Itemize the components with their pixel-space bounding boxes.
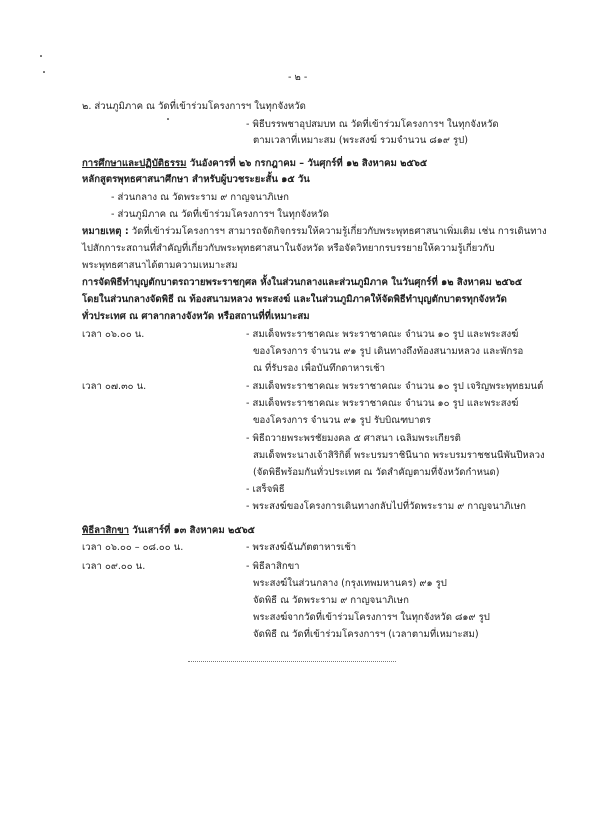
schedule-line: ของโครงการ จำนวน ๙๑ รูป เดินทางถึงท้องสนามหลวง และพักรอ: [253, 346, 524, 357]
study-heading-label: การศึกษาและปฏิบัติธรรม: [82, 158, 187, 169]
study-heading: [82, 157, 427, 170]
schedule-time: เวลา ๐๖.๐๐ น.: [82, 329, 145, 340]
schedule-time: เวลา ๐๖.๐๐ – ๐๘.๐๐ น.: [82, 542, 184, 553]
section-heading: ๒. ส่วนภูมิภาค ณ วัดที่เข้าร่วมโครงการฯ ในทุกจังหวัด: [82, 101, 306, 112]
schedule-line: - สมเด็จพระราชาคณะ พระราชาคณะ จำนวน ๑๐ รูป และพระสงฆ์: [246, 398, 519, 409]
study-item: - ส่วนภูมิภาค ณ วัดที่เข้าร่วมโครงการฯ ในทุกจังหวัด: [111, 209, 329, 220]
schedule-line: จัดพิธี ณ วัดพระราม ๙ กาญจนาภิเษก: [253, 595, 409, 606]
note-line: พระพุทธศาสนาได้ตามความเหมาะสม: [82, 260, 238, 271]
alms-heading: ทั่วประเทศ ณ ศาลากลางจังหวัด หรือสถานที่ที่เหมาะสม: [82, 311, 310, 322]
schedule-time: เวลา ๐๗.๓๐ น.: [82, 381, 147, 392]
alms-heading: โดยในส่วนกลางจัดพิธี ณ ท้องสนามหลวง พระสงฆ์ และในส่วนภูมิภาคให้จัดพิธีทำบุญตักบาตรทุกจังหวัด: [82, 294, 507, 305]
schedule-line: ณ ที่รับรอง เพื่อบันทึกดาหารเช้า: [253, 363, 385, 374]
study-subheading: หลักสูตรพุทธศาสนาศึกษา สำหรับผู้บวชระยะสั้น ๑๕ วัน: [82, 174, 310, 185]
schedule-line: - พิธีถวายพระพรชัยมงคล ๕ ศาสนา เฉลิมพระเกียรติ: [246, 433, 461, 444]
section-line: ตามเวลาที่เหมาะสม (พระสงฆ์ รวมจำนวน ๘๑๙ รูป): [253, 135, 468, 146]
end-divider: [188, 661, 396, 662]
page-number: - ๒ -: [288, 72, 308, 83]
alms-heading: การจัดพิธีทำบุญตักบาตรถวายพระราชกุศล หั้งในส่วนกลางและส่วนภูมิภาค ในวันศุกร์ที่ ๑๒ สิงหาคม ๒๕๖๕: [82, 277, 523, 288]
schedule-line: - เสร็จพิธี: [246, 484, 285, 495]
schedule-time: เวลา ๐๙.๐๐ น.: [82, 561, 146, 572]
schedule-line: ของโครงการ จำนวน ๙๑ รูป รับบิณฑบาตร: [253, 415, 431, 426]
schedule-line: พระสงฆ์จากวัดที่เข้าร่วมโครงการฯ ในทุกจังหวัด ๘๑๙ รูป: [253, 612, 490, 623]
section-line: - พิธีบรรพชาอุปสมบท ณ วัดที่เข้าร่วมโครงการฯ ในทุกจังหวัด: [246, 119, 499, 130]
schedule-line: สมเด็จพระนางเจ้าสิริกิติ์ พระบรมราชินีนาถ พระบรมราชชนนีพันปีหลวง: [253, 450, 545, 461]
note-label: หมายเหตุ :: [82, 226, 129, 237]
leaving-heading: [82, 524, 255, 537]
schedule-line: - พิธีลาสิกขา: [246, 561, 300, 572]
leaving-heading-label: พิธีลาสิกขา: [82, 525, 130, 536]
schedule-line: จัดพิธี ณ วัดที่เข้าร่วมโครงการฯ (เวลาตามที่เหมาะสม): [253, 629, 479, 640]
schedule-line: - พระสงฆ์ฉันภัตตาหารเช้า: [246, 542, 357, 553]
note-line: [82, 225, 547, 238]
schedule-line: (จัดพิธีพร้อมกันทั่วประเทศ ณ วัดสำคัญตามที่จังหวัดกำหนด): [253, 467, 500, 478]
note-line: ไปสักการะสถานที่สำคัญที่เกี่ยวกับพระพุทธศาสนาในจังหวัด หรือจัดวิทยากรบรรยายให้ความรู้เกี่ยวกับ: [82, 243, 495, 254]
scan-speck: [40, 55, 42, 57]
scan-speck: [43, 71, 45, 73]
scan-speck: [167, 118, 169, 120]
schedule-line: - พระสงฆ์ของโครงการเดินทางกลับไปที่วัดพระราม ๙ กาญจนาภิเษก: [246, 501, 526, 512]
note-text: วัดที่เข้าร่วมโครงการฯ สามารถจัดกิจกรรมให้ความรู้เกี่ยวกับพระพุทธศาสนาเพิ่มเติม เช่น การเดินทาง: [128, 226, 547, 237]
leaving-heading-date: วันเสาร์ที่ ๑๓ สิงหาคม ๒๕๖๕: [129, 525, 255, 536]
schedule-line: - สมเด็จพระราชาคณะ พระราชาคณะ จำนวน ๑๐ รูป และพระสงฆ์: [246, 329, 519, 340]
study-heading-date: วันอังคารที่ ๒๖ กรกฎาคม – วันศุกร์ที่ ๑๒ สิงหาคม ๒๕๖๕: [186, 158, 428, 169]
study-item: - ส่วนกลาง ณ วัดพระราม ๙ กาญจนาภิเษก: [111, 192, 289, 203]
schedule-line: - สมเด็จพระราชาคณะ พระราชาคณะ จำนวน ๑๐ รูป เจริญพระพุทธมนต์: [246, 381, 544, 392]
schedule-line: พระสงฆ์ในส่วนกลาง (กรุงเทพมหานคร) ๙๑ รูป: [253, 578, 447, 589]
